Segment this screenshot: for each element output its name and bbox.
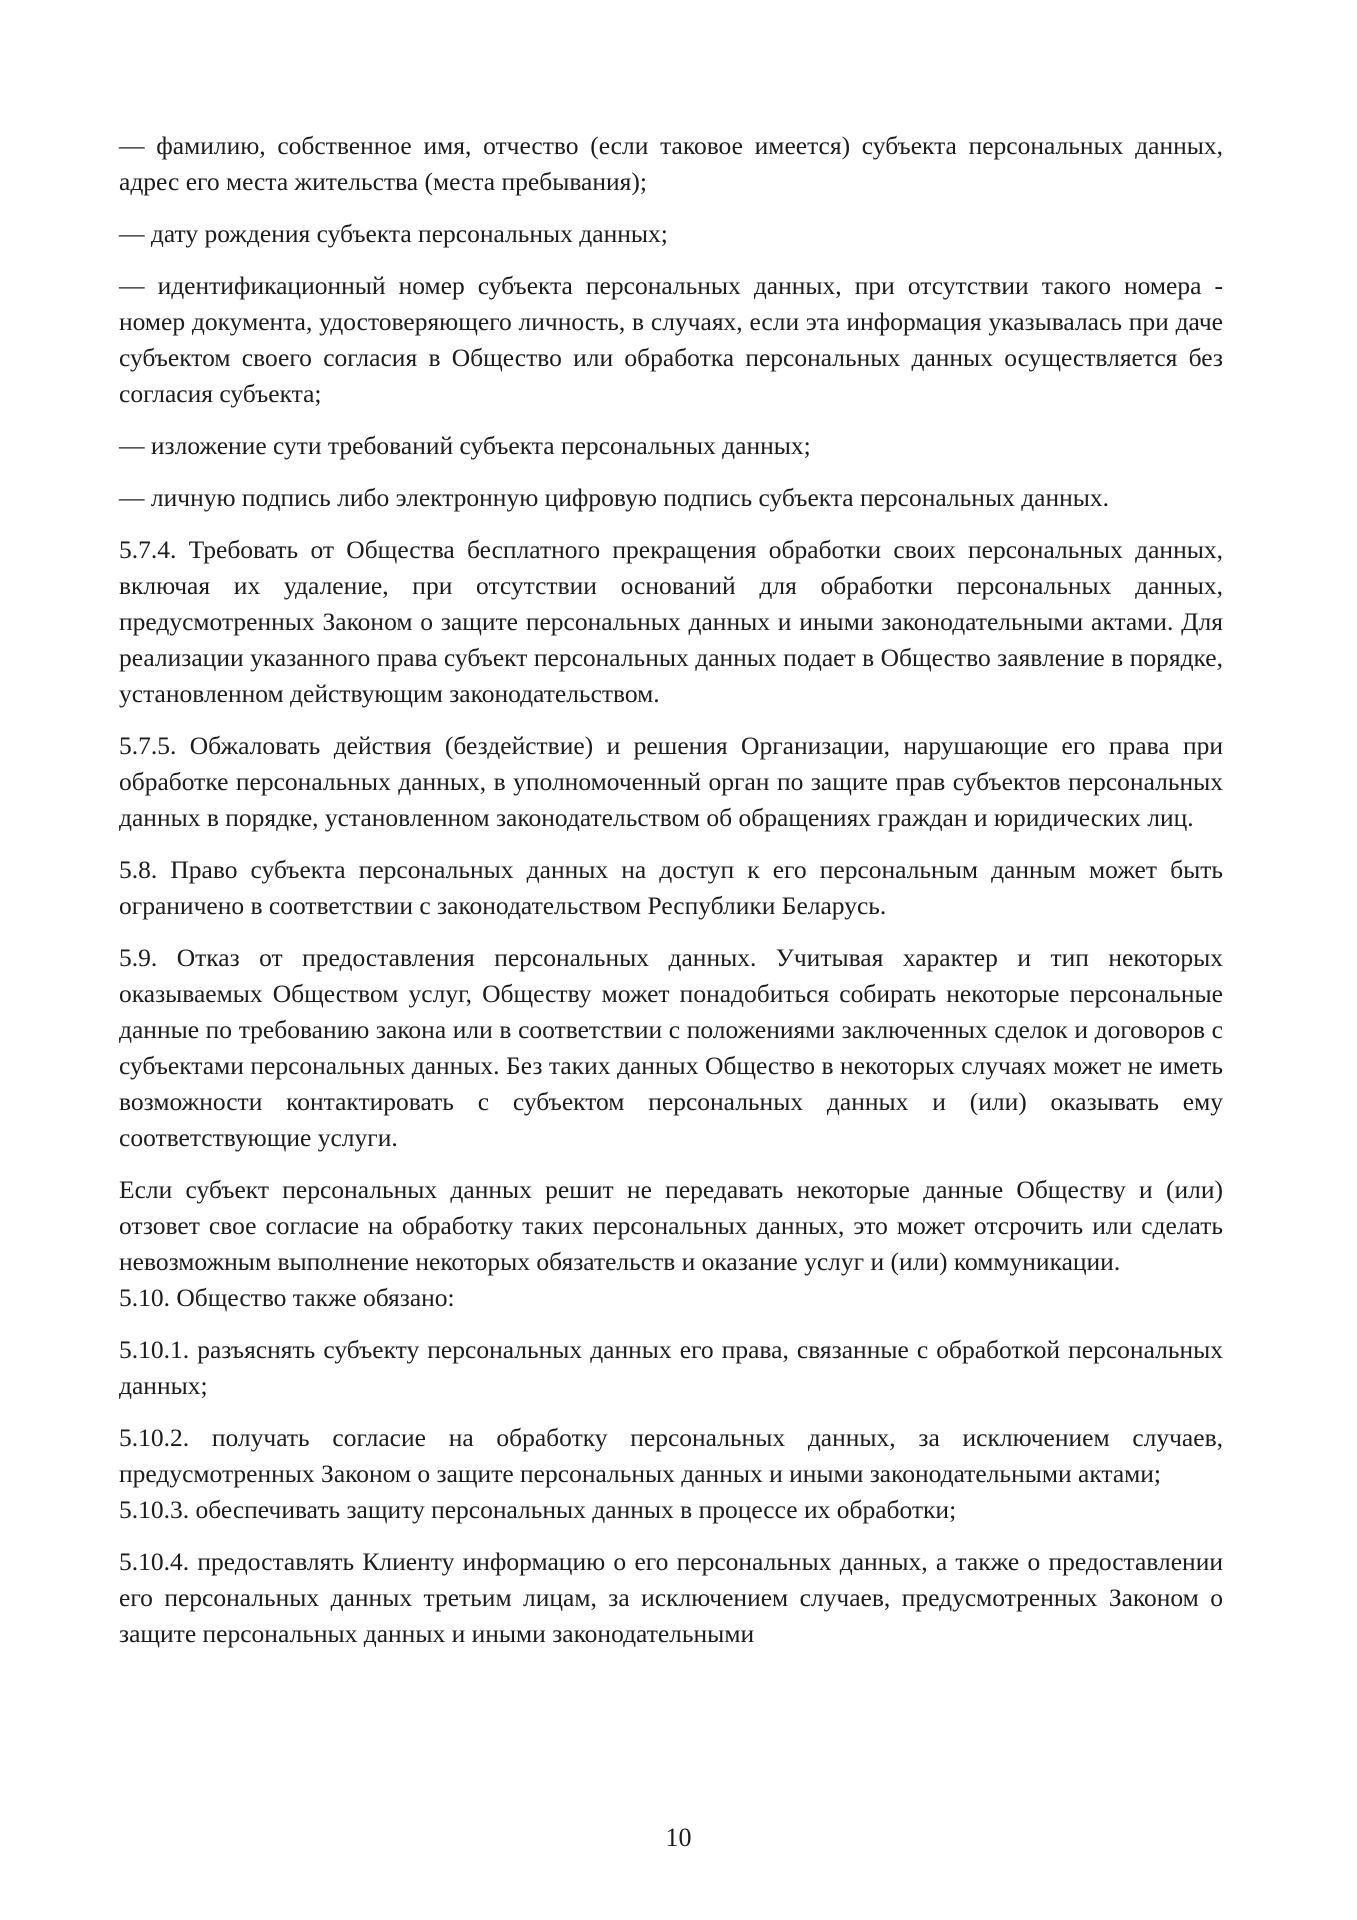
paragraph-item-surname: — фамилию, собственное имя, отчество (если таковое имеется) субъекта персональных данных, адрес его места жительства (места пребывания); xyxy=(119,131,1223,196)
paragraph-5-10-1: 5.10.1. разъяснять субъекту персональных данных его права, связанные с обработкой персональных данных; xyxy=(119,1335,1223,1400)
paragraph-item-id-number: — идентификационный номер субъекта персональных данных, при отсутствии такого номера - номер документа, удостоверяющего личность, в случаях, если эта информация указывалась при даче субъектом своего согласия в Общество или обработка персональных данных осуществляется без согласия субъекта; xyxy=(119,271,1223,408)
paragraph-5-7-4: 5.7.4. Требовать от Общества бесплатного прекращения обработки своих персональных данных, включая их удаление, при отсутствии оснований для обработки персональных данных, предусмотренных Законом о защите персональных данных и иными законодательными актами. Для реализации указанного права субъект персональных данных подает в Общество заявление в порядке, установленном действующим законодательством. xyxy=(119,535,1223,708)
paragraph-5-10-3: 5.10.3. обеспечивать защиту персональных данных в процессе их обработки; xyxy=(119,1495,957,1524)
paragraph-5-7-5: 5.7.5. Обжаловать действия (бездействие) и решения Организации, нарушающие его права при обработке персональных данных, в уполномоченный орган по защите прав субъектов персональных данных в порядке, установленном законодательством об обращениях граждан и юридических лиц. xyxy=(119,731,1223,832)
paragraph-item-requirements: — изложение сути требований субъекта персональных данных; xyxy=(119,431,811,460)
paragraph-5-10-2: 5.10.2. получать согласие на обработку персональных данных, за исключением случаев, предусмотренных Законом о защите персональных данных и иными законодательными актами; xyxy=(119,1423,1223,1488)
paragraph-refusal-consequences: Если субъект персональных данных решит не передавать некоторые данные Обществу и (или) отзовет свое согласие на обработку таких персональных данных, это может отсрочить или сделать невозможным выполнение некоторых обязательств и оказание услуг и (или) коммуникации. xyxy=(119,1175,1223,1276)
paragraph-5-9: 5.9. Отказ от предоставления персональных данных. Учитывая характер и тип некоторых оказываемых Обществом услуг, Обществу может понадобиться собирать некоторые персональные данные по требованию закона или в соответствии с положениями заключенных сделок и договоров с субъектами персональных данных. Без таких данных Общество в некоторых случаях может не иметь возможности контактировать с субъектом персональных данных и (или) оказывать ему соответствующие услуги. xyxy=(119,943,1223,1152)
paragraph-5-10: 5.10. Общество также обязано: xyxy=(119,1283,455,1312)
page-number: 10 xyxy=(665,1823,692,1852)
paragraph-5-8: 5.8. Право субъекта персональных данных на доступ к его персональным данным может быть ограничено в соответствии с законодательством Республики Беларусь. xyxy=(119,855,1223,920)
paragraph-5-10-4: 5.10.4. предоставлять Клиенту информацию о его персональных данных, а также о предоставлении его персональных данных третьим лицам, за исключением случаев, предусмотренных Законом о защите персональных данных и иными законодательными xyxy=(119,1547,1223,1648)
paragraph-item-birthdate: — дату рождения субъекта персональных данных; xyxy=(119,219,668,248)
paragraph-item-signature: — личную подпись либо электронную цифровую подпись субъекта персональных данных. xyxy=(119,483,1110,512)
page-body xyxy=(119,128,1223,1668)
